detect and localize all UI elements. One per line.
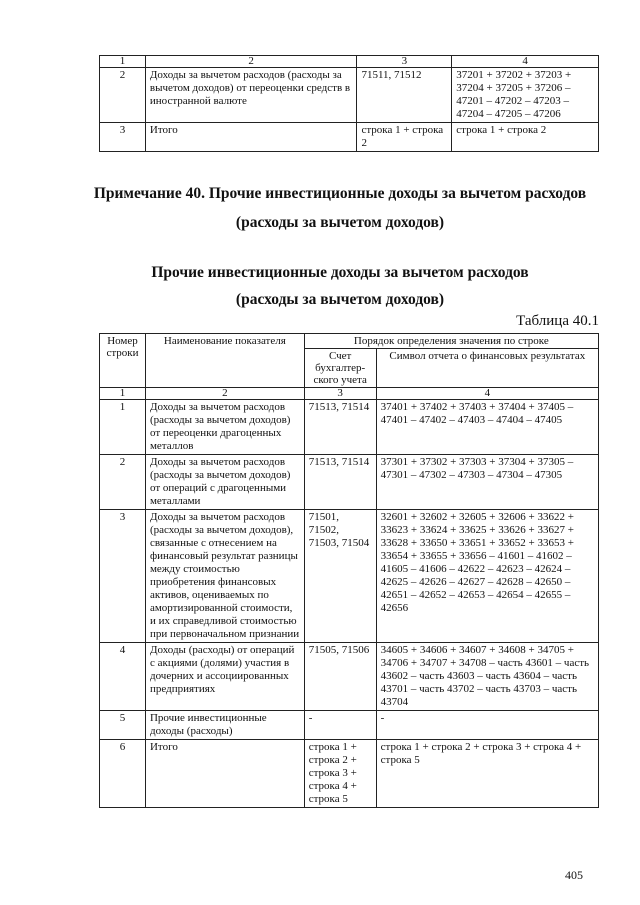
row-number: 3: [100, 123, 146, 152]
table-title-line1: Прочие инвестиционные доходы за вычетом расходов: [151, 264, 529, 281]
report-symbol: 37401 + 37402 + 37403 + 37404 + 37405 – 47401 – 47402 – 47403 – 47404 – 47405: [376, 400, 598, 455]
indicator-name: Доходы за вычетом расходов (расходы за вычетом доходов), связанные с отнесением на финансовый результат разницы между стоимостью приобретения финансовых активов, оцениваемых по амортизированной стоимости, и их справедливой стоимостью при первоначальном признании: [145, 510, 304, 643]
note-heading-line2: (расходы за вычетом доходов): [235, 214, 445, 231]
account-number: -: [304, 711, 376, 740]
row-number: 6: [100, 740, 146, 808]
header-row: [100, 334, 599, 349]
col-number: 4: [376, 388, 598, 400]
continuation-table: [99, 55, 599, 152]
table-row: [100, 455, 599, 510]
row-number: 2: [100, 455, 146, 510]
col-number: 3: [357, 56, 452, 68]
indicator-name: Итого: [145, 123, 357, 152]
table-40-1: [99, 333, 599, 808]
header-order: Порядок определения значения по строке: [304, 334, 598, 349]
report-symbol: строка 1 + строка 2: [452, 123, 599, 152]
table-title-line2: (расходы за вычетом доходов): [235, 291, 445, 308]
note-heading-line1: Примечание 40. Прочие инвестиционные доходы за вычетом расходов: [93, 185, 587, 202]
account-number: строка 1 + строка 2 + строка 3 + строка 4 + строка 5: [304, 740, 376, 808]
row-number: 2: [100, 68, 146, 123]
table-row: [100, 711, 599, 740]
column-number-row: [100, 56, 599, 68]
row-number: 5: [100, 711, 146, 740]
report-symbol: 34605 + 34606 + 34607 + 34608 + 34705 + 34706 + 34707 + 34708 – часть 43601 – часть 43602 – часть 43603 – часть 43604 – часть 43701 – часть 43702 – часть 43703 – часть 43704: [376, 643, 598, 711]
account-number: 71501, 71502, 71503, 71504: [304, 510, 376, 643]
table-row: [100, 740, 599, 808]
row-number: 1: [100, 400, 146, 455]
table-row: [100, 510, 599, 643]
table-row: [100, 123, 599, 152]
col-number: 1: [100, 56, 146, 68]
report-symbol: строка 1 + строка 2 + строка 3 + строка 4 + строка 5: [376, 740, 598, 808]
indicator-name: Доходы за вычетом расходов (расходы за вычетом доходов) от переоценки средств в иностранной валюте: [145, 68, 357, 123]
report-symbol: 37301 + 37302 + 37303 + 37304 + 37305 – 47301 – 47302 – 47303 – 47304 – 47305: [376, 455, 598, 510]
col-number: 4: [452, 56, 599, 68]
column-number-row: [100, 388, 599, 400]
header-indicator: Наименование показателя: [145, 334, 304, 388]
row-number: 3: [100, 510, 146, 643]
col-number: 2: [145, 56, 357, 68]
account-number: 71513, 71514: [304, 455, 376, 510]
header-account: Счет бухгалтер-ского учета: [304, 349, 376, 388]
page-number: 405: [565, 868, 583, 882]
report-symbol: 32601 + 32602 + 32605 + 32606 + 33622 + 33623 + 33624 + 33625 + 33626 + 33627 + 33628 + 33650 + 33651 + 33652 + 33653 + 33654 + 33655 + 33656 – 41601 – 41602 – 41605 – 41606 – 42622 – 42623 – 42624 – 42625 – 42626 – 42627 – 42628 – 42650 – 42651 – 42652 – 42653 – 42654 – 42655 – 42656: [376, 510, 598, 643]
row-number: 4: [100, 643, 146, 711]
col-number: 1: [100, 388, 146, 400]
header-row-number: Номер строки: [100, 334, 146, 388]
indicator-name: Доходы за вычетом расходов (расходы за вычетом доходов) от операций с драгоценными металлами: [145, 455, 304, 510]
indicator-name: Доходы (расходы) от операций с акциями (долями) участия в дочерних и ассоциированных предприятиях: [145, 643, 304, 711]
indicator-name: Прочие инвестиционные доходы (расходы): [145, 711, 304, 740]
table-row: [100, 400, 599, 455]
indicator-name: Доходы за вычетом расходов (расходы за вычетом доходов) от переоценки драгоценных металлов: [145, 400, 304, 455]
account-number: 71513, 71514: [304, 400, 376, 455]
table-row: [100, 643, 599, 711]
report-symbol: 37201 + 37202 + 37203 + 37204 + 37205 + 37206 – 47201 – 47202 – 47203 – 47204 – 47205 – 47206: [452, 68, 599, 123]
header-symbol: Символ отчета о финансовых результатах: [376, 349, 598, 388]
indicator-name: Итого: [145, 740, 304, 808]
account-number: 71511, 71512: [357, 68, 452, 123]
table-label: Таблица 40.1: [516, 313, 599, 329]
report-symbol: -: [376, 711, 598, 740]
table-row: [100, 68, 599, 123]
account-number: 71505, 71506: [304, 643, 376, 711]
account-number: строка 1 + строка 2: [357, 123, 452, 152]
col-number: 3: [304, 388, 376, 400]
col-number: 2: [145, 388, 304, 400]
